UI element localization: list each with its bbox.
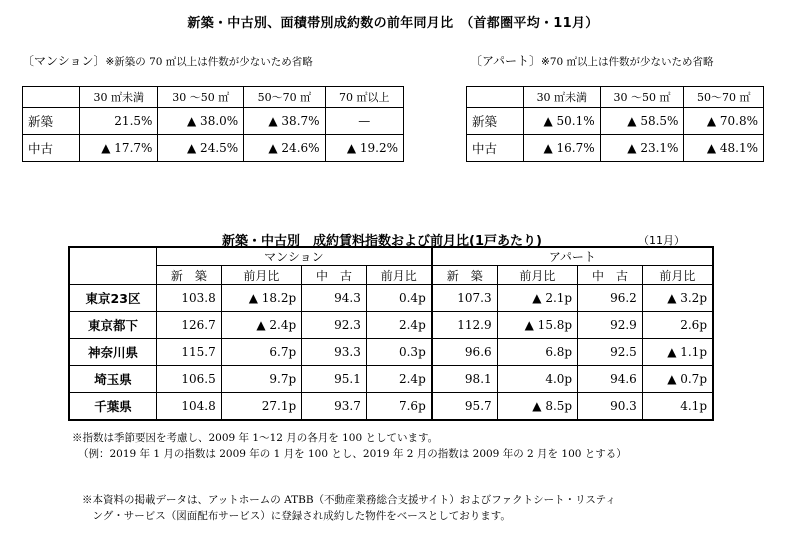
row-label: 神奈川県 bbox=[69, 339, 157, 366]
value-cell: 2.4p bbox=[366, 366, 431, 393]
header-cell: 50～70 ㎡ bbox=[684, 87, 764, 108]
value-cell: ▲ 18.2p bbox=[221, 285, 301, 312]
value-cell: ▲ 38.0% bbox=[158, 108, 244, 135]
value-cell: ▲ 19.2% bbox=[325, 135, 403, 162]
footer-line: ング・サービス（図面配布サービス）に登録され成約した物件をベースとしております。 bbox=[82, 510, 511, 522]
value-cell: 2.4p bbox=[366, 312, 431, 339]
rent-table-title: 新築・中古別 成約賃料指数および前月比(1戸あたり) bbox=[222, 234, 542, 249]
header-cell: 30 ㎡未満 bbox=[80, 87, 158, 108]
sub-header-cell: 前月比 bbox=[366, 266, 431, 285]
value-cell: 96.2 bbox=[578, 285, 643, 312]
group-header-mansion: マンション bbox=[157, 247, 432, 266]
page-title: 新築・中古別、面積帯別成約数の前年同月比 （首都圏平均・11月） bbox=[187, 16, 599, 31]
group-header-apart: アパート bbox=[432, 247, 713, 266]
index-note-line: （例：2019 年 1 月の指数は 2009 年の 1 月を 100 とし、2019 年 2 月の指数は 2009 年の 2 月を 100 とする） bbox=[78, 448, 627, 460]
value-cell: 95.7 bbox=[432, 393, 497, 421]
value-cell: — bbox=[325, 108, 403, 135]
mansion-yoy-table bbox=[22, 86, 404, 162]
table-row bbox=[23, 135, 404, 162]
value-cell: 104.8 bbox=[157, 393, 222, 421]
value-cell: 93.3 bbox=[302, 339, 367, 366]
row-label: 新築 bbox=[23, 108, 80, 135]
table-row bbox=[69, 312, 713, 339]
apart-note: ※70 ㎡以上は件数が少ないため省略 bbox=[541, 56, 714, 68]
value-cell: 2.6p bbox=[642, 312, 713, 339]
row-label: 千葉県 bbox=[69, 393, 157, 421]
value-cell: 107.3 bbox=[432, 285, 497, 312]
value-cell: 0.4p bbox=[366, 285, 431, 312]
value-cell: 98.1 bbox=[432, 366, 497, 393]
value-cell: 103.8 bbox=[157, 285, 222, 312]
corner-cell bbox=[69, 247, 157, 285]
value-cell: 93.7 bbox=[302, 393, 367, 421]
value-cell: 21.5% bbox=[80, 108, 158, 135]
mansion-caption bbox=[22, 52, 313, 69]
header-cell: 70 ㎡以上 bbox=[325, 87, 403, 108]
sub-header-row bbox=[69, 266, 713, 285]
value-cell: 90.3 bbox=[578, 393, 643, 421]
value-cell: 112.9 bbox=[432, 312, 497, 339]
sub-header-cell: 中 古 bbox=[578, 266, 643, 285]
header-cell bbox=[467, 87, 524, 108]
sub-header-cell: 新 築 bbox=[432, 266, 497, 285]
apart-yoy-table bbox=[466, 86, 764, 162]
row-label: 埼玉県 bbox=[69, 366, 157, 393]
value-cell: 92.3 bbox=[302, 312, 367, 339]
sub-header-cell: 前月比 bbox=[221, 266, 301, 285]
value-cell: 126.7 bbox=[157, 312, 222, 339]
index-notes bbox=[72, 430, 627, 462]
value-cell: 6.7p bbox=[221, 339, 301, 366]
table-row bbox=[467, 108, 764, 135]
group-header-row bbox=[69, 247, 713, 266]
value-cell: 27.1p bbox=[221, 393, 301, 421]
value-cell: ▲ 15.8p bbox=[497, 312, 577, 339]
row-label: 中古 bbox=[23, 135, 80, 162]
header-cell: 30 ～50 ㎡ bbox=[158, 87, 244, 108]
value-cell: ▲ 2.4p bbox=[221, 312, 301, 339]
value-cell: 92.5 bbox=[578, 339, 643, 366]
value-cell: 6.8p bbox=[497, 339, 577, 366]
table-row bbox=[467, 135, 764, 162]
value-cell: ▲ 17.7% bbox=[80, 135, 158, 162]
value-cell: 94.6 bbox=[578, 366, 643, 393]
sub-header-cell: 前月比 bbox=[642, 266, 713, 285]
value-cell: 94.3 bbox=[302, 285, 367, 312]
table-header-row bbox=[467, 87, 764, 108]
table-row bbox=[23, 108, 404, 135]
header-cell bbox=[23, 87, 80, 108]
rent-table-unit: （11月） bbox=[638, 234, 685, 247]
value-cell: ▲ 70.8% bbox=[684, 108, 764, 135]
table-row bbox=[69, 366, 713, 393]
value-cell: ▲ 24.6% bbox=[244, 135, 325, 162]
value-cell: 4.1p bbox=[642, 393, 713, 421]
value-cell: ▲ 38.7% bbox=[244, 108, 325, 135]
row-label: 東京23区 bbox=[69, 285, 157, 312]
sub-header-cell: 新 築 bbox=[157, 266, 222, 285]
mansion-tag: 〔マンション〕 bbox=[22, 54, 106, 68]
header-cell: 30 ～50 ㎡ bbox=[600, 87, 684, 108]
value-cell: ▲ 1.1p bbox=[642, 339, 713, 366]
value-cell: 92.9 bbox=[578, 312, 643, 339]
value-cell: 9.7p bbox=[221, 366, 301, 393]
row-label: 中古 bbox=[467, 135, 524, 162]
value-cell: ▲ 8.5p bbox=[497, 393, 577, 421]
value-cell: 95.1 bbox=[302, 366, 367, 393]
header-cell: 50～70 ㎡ bbox=[244, 87, 325, 108]
mansion-note: ※新築の 70 ㎡以上は件数が少ないため省略 bbox=[105, 56, 313, 68]
value-cell: ▲ 48.1% bbox=[684, 135, 764, 162]
value-cell: ▲ 0.7p bbox=[642, 366, 713, 393]
sub-header-cell: 前月比 bbox=[497, 266, 577, 285]
table-row bbox=[69, 393, 713, 421]
footer-line: ※本資料の掲載データは、アットホームの ATBB（不動産業務総合支援サイト）およびファクトシート・リスティ bbox=[82, 494, 616, 506]
value-cell: 96.6 bbox=[432, 339, 497, 366]
apart-caption bbox=[470, 52, 714, 69]
source-footer bbox=[82, 492, 616, 524]
header-cell: 30 ㎡未満 bbox=[524, 87, 601, 108]
value-cell: ▲ 2.1p bbox=[497, 285, 577, 312]
value-cell: ▲ 50.1% bbox=[524, 108, 601, 135]
value-cell: ▲ 23.1% bbox=[600, 135, 684, 162]
value-cell: 115.7 bbox=[157, 339, 222, 366]
value-cell: 0.3p bbox=[366, 339, 431, 366]
table-row bbox=[69, 339, 713, 366]
table-header-row bbox=[23, 87, 404, 108]
row-label: 東京都下 bbox=[69, 312, 157, 339]
value-cell: ▲ 3.2p bbox=[642, 285, 713, 312]
value-cell: 4.0p bbox=[497, 366, 577, 393]
value-cell: 106.5 bbox=[157, 366, 222, 393]
table-row bbox=[69, 285, 713, 312]
value-cell: ▲ 58.5% bbox=[600, 108, 684, 135]
sub-header-cell: 中 古 bbox=[302, 266, 367, 285]
rent-index-table bbox=[68, 246, 714, 421]
apart-tag: 〔アパート〕 bbox=[470, 54, 542, 68]
index-note-line: ※指数は季節要因を考慮し、2009 年 1～12 月の各月を 100 としています。 bbox=[72, 432, 439, 444]
row-label: 新築 bbox=[467, 108, 524, 135]
value-cell: 7.6p bbox=[366, 393, 431, 421]
value-cell: ▲ 24.5% bbox=[158, 135, 244, 162]
value-cell: ▲ 16.7% bbox=[524, 135, 601, 162]
